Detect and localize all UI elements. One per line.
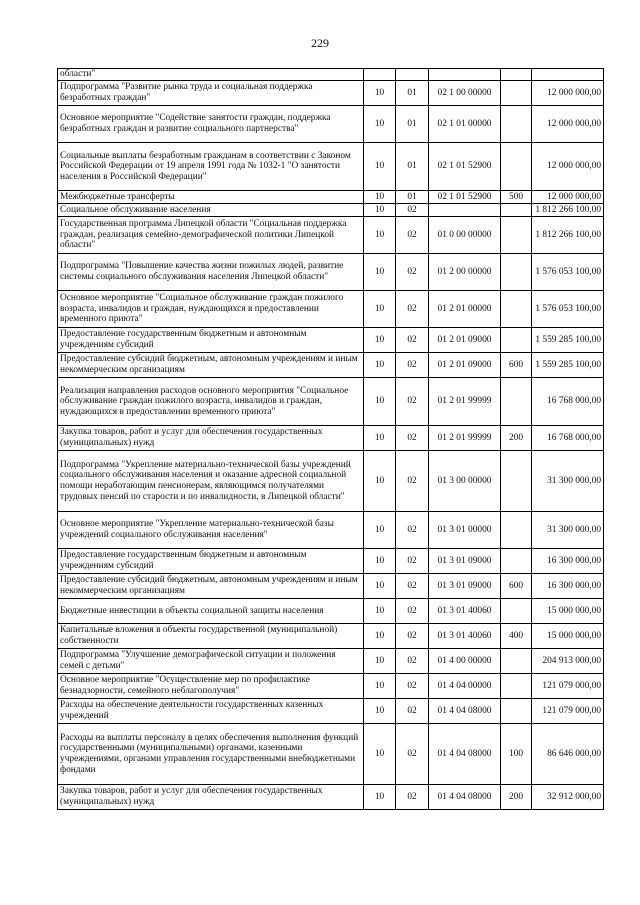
target-article-cell xyxy=(429,69,501,81)
subsection-code-cell: 02 xyxy=(396,451,429,512)
target-article-cell: 01 3 01 09000 xyxy=(429,574,501,599)
expense-type-cell xyxy=(501,674,532,699)
amount-cell: 121 079 000,00 xyxy=(532,674,604,699)
expense-type-cell xyxy=(501,512,532,549)
subsection-code-cell: 02 xyxy=(396,328,429,353)
target-article-cell: 01 2 01 00000 xyxy=(429,291,501,328)
subsection-code-cell: 01 xyxy=(396,81,429,106)
section-code-cell: 10 xyxy=(364,106,396,143)
target-article-cell: 01 2 01 09000 xyxy=(429,328,501,353)
target-article-cell: 01 3 01 40060 xyxy=(429,624,501,649)
table-row xyxy=(58,69,604,81)
page-number: 229 xyxy=(311,36,329,50)
subsection-code-cell: 02 xyxy=(396,353,429,378)
row-name-cell: Закупка товаров, работ и услуг для обеспечения государственных (муниципальных) нужд xyxy=(58,785,364,810)
expense-type-cell xyxy=(501,204,532,217)
row-name-cell: Расходы на обеспечение деятельности государственных казенных учреждений xyxy=(58,699,364,724)
amount-cell: 15 000 000,00 xyxy=(532,599,604,624)
expense-type-cell xyxy=(501,217,532,254)
row-name-cell: Закупка товаров, работ и услуг для обеспечения государственных (муниципальных) нужд xyxy=(58,426,364,451)
subsection-code-cell: 02 xyxy=(396,699,429,724)
target-article-cell: 01 4 00 00000 xyxy=(429,649,501,674)
section-code-cell: 10 xyxy=(364,191,396,204)
target-article-cell: 01 2 01 99999 xyxy=(429,378,501,426)
amount-cell: 121 079 000,00 xyxy=(532,699,604,724)
section-code-cell: 10 xyxy=(364,426,396,451)
expense-type-cell xyxy=(501,254,532,291)
table-row xyxy=(58,512,604,549)
row-name-cell: Основное мероприятие "Укрепление материально-технической базы учреждений социального обслуживания населения" xyxy=(58,512,364,549)
budget-table xyxy=(57,68,604,810)
budget-table-body xyxy=(58,69,604,810)
row-name-cell: Подпрограмма "Укрепление материально-технической базы учреждений социального обслуживания населения и оказание адресной социальной помощи неработающим пенсионерам, являющимся получателями трудовых пенсий по старости и по инвалидности, в Липецкой области" xyxy=(58,451,364,512)
expense-type-cell xyxy=(501,378,532,426)
subsection-code-cell: 02 xyxy=(396,254,429,291)
amount-cell xyxy=(532,69,604,81)
subsection-code-cell: 02 xyxy=(396,599,429,624)
target-article-cell: 01 3 01 40060 xyxy=(429,599,501,624)
subsection-code-cell: 02 xyxy=(396,426,429,451)
table-row xyxy=(58,724,604,785)
target-article-cell xyxy=(429,204,501,217)
subsection-code-cell: 02 xyxy=(396,378,429,426)
section-code-cell xyxy=(364,69,396,81)
table-row xyxy=(58,574,604,599)
subsection-code-cell: 02 xyxy=(396,724,429,785)
section-code-cell: 10 xyxy=(364,143,396,191)
amount-cell: 86 646 000,00 xyxy=(532,724,604,785)
table-row xyxy=(58,191,604,204)
row-name-cell: Капитальные вложения в объекты государственной (муниципальной) собственности xyxy=(58,624,364,649)
table-row xyxy=(58,204,604,217)
amount-cell: 1 812 266 100,00 xyxy=(532,217,604,254)
target-article-cell: 02 1 01 00000 xyxy=(429,106,501,143)
section-code-cell: 10 xyxy=(364,328,396,353)
expense-type-cell xyxy=(501,549,532,574)
target-article-cell: 01 2 01 09000 xyxy=(429,353,501,378)
section-code-cell: 10 xyxy=(364,254,396,291)
amount-cell: 12 000 000,00 xyxy=(532,106,604,143)
table-row xyxy=(58,426,604,451)
amount-cell: 12 000 000,00 xyxy=(532,143,604,191)
subsection-code-cell: 02 xyxy=(396,512,429,549)
section-code-cell: 10 xyxy=(364,378,396,426)
table-row xyxy=(58,549,604,574)
row-name-cell: Реализация направления расходов основного мероприятия "Социальное обслуживание граждан пожилого возраста, инвалидов и граждан, нуждающихся в предоставлении временного приюта" xyxy=(58,378,364,426)
row-name-cell: Социальные выплаты безработным гражданам в соответствии с Законом Российской Федерации от 19 апреля 1991 года № 1032-1 "О занятости населения в Российской Федерации" xyxy=(58,143,364,191)
table-row xyxy=(58,649,604,674)
table-row xyxy=(58,254,604,291)
subsection-code-cell: 02 xyxy=(396,624,429,649)
section-code-cell: 10 xyxy=(364,649,396,674)
expense-type-cell: 200 xyxy=(501,426,532,451)
subsection-code-cell: 01 xyxy=(396,191,429,204)
section-code-cell: 10 xyxy=(364,549,396,574)
subsection-code-cell: 02 xyxy=(396,674,429,699)
target-article-cell: 01 2 01 99999 xyxy=(429,426,501,451)
row-name-cell: Социальное обслуживание населения xyxy=(58,204,364,217)
row-name-cell: Бюджетные инвестиции в объекты социальной защиты населения xyxy=(58,599,364,624)
subsection-code-cell: 02 xyxy=(396,204,429,217)
amount-cell: 1 576 053 100,00 xyxy=(532,291,604,328)
expense-type-cell xyxy=(501,599,532,624)
expense-type-cell: 600 xyxy=(501,574,532,599)
expense-type-cell xyxy=(501,106,532,143)
target-article-cell: 01 4 04 08000 xyxy=(429,785,501,810)
amount-cell: 1 576 053 100,00 xyxy=(532,254,604,291)
section-code-cell: 10 xyxy=(364,674,396,699)
section-code-cell: 10 xyxy=(364,574,396,599)
amount-cell: 16 300 000,00 xyxy=(532,549,604,574)
amount-cell: 12 000 000,00 xyxy=(532,191,604,204)
expense-type-cell: 500 xyxy=(501,191,532,204)
table-row xyxy=(58,143,604,191)
expense-type-cell xyxy=(501,81,532,106)
section-code-cell: 10 xyxy=(364,785,396,810)
row-name-cell: Расходы на выплаты персоналу в целях обеспечения выполнения функций государственными (муниципальными) органами, казенными учреждениями, органами управления государственными внебюджетными фондами xyxy=(58,724,364,785)
expense-type-cell: 100 xyxy=(501,724,532,785)
row-name-cell: Основное мероприятие "Социальное обслуживание граждан пожилого возраста, инвалидов и граждан, нуждающихся в предоставлении временного приюта" xyxy=(58,291,364,328)
amount-cell: 31 300 000,00 xyxy=(532,451,604,512)
amount-cell: 16 300 000,00 xyxy=(532,574,604,599)
table-row xyxy=(58,378,604,426)
table-row xyxy=(58,217,604,254)
section-code-cell: 10 xyxy=(364,512,396,549)
subsection-code-cell: 02 xyxy=(396,649,429,674)
table-row xyxy=(58,674,604,699)
table-row xyxy=(58,328,604,353)
subsection-code-cell: 02 xyxy=(396,785,429,810)
table-row xyxy=(58,81,604,106)
amount-cell: 1 559 285 100,00 xyxy=(532,353,604,378)
amount-cell: 16 768 000,00 xyxy=(532,426,604,451)
table-row xyxy=(58,599,604,624)
row-name-cell: Предоставление государственным бюджетным и автономным учреждениям субсидий xyxy=(58,328,364,353)
target-article-cell: 01 4 04 08000 xyxy=(429,699,501,724)
expense-type-cell xyxy=(501,451,532,512)
expense-type-cell xyxy=(501,328,532,353)
expense-type-cell: 200 xyxy=(501,785,532,810)
row-name-cell: Подпрограмма "Улучшение демографической ситуации и положения семей с детьми" xyxy=(58,649,364,674)
section-code-cell: 10 xyxy=(364,724,396,785)
expense-type-cell: 600 xyxy=(501,353,532,378)
amount-cell: 31 300 000,00 xyxy=(532,512,604,549)
expense-type-cell xyxy=(501,69,532,81)
target-article-cell: 01 4 04 08000 xyxy=(429,724,501,785)
subsection-code-cell: 02 xyxy=(396,291,429,328)
amount-cell: 16 768 000,00 xyxy=(532,378,604,426)
table-row xyxy=(58,451,604,512)
target-article-cell: 01 2 00 00000 xyxy=(429,254,501,291)
row-name-cell: Основное мероприятие "Осуществление мер по профилактике безнадзорности, семейного неблагополучия" xyxy=(58,674,364,699)
section-code-cell: 10 xyxy=(364,81,396,106)
section-code-cell: 10 xyxy=(364,451,396,512)
target-article-cell: 01 3 01 00000 xyxy=(429,512,501,549)
row-name-cell: Предоставление государственным бюджетным и автономным учреждениям субсидий xyxy=(58,549,364,574)
target-article-cell: 02 1 01 52900 xyxy=(429,191,501,204)
expense-type-cell xyxy=(501,699,532,724)
target-article-cell: 01 4 04 00000 xyxy=(429,674,501,699)
subsection-code-cell xyxy=(396,69,429,81)
section-code-cell: 10 xyxy=(364,291,396,328)
table-row xyxy=(58,353,604,378)
section-code-cell: 10 xyxy=(364,204,396,217)
row-name-cell: области" xyxy=(58,69,364,81)
amount-cell: 12 000 000,00 xyxy=(532,81,604,106)
target-article-cell: 01 3 00 00000 xyxy=(429,451,501,512)
amount-cell: 1 812 266 100,00 xyxy=(532,204,604,217)
table-row xyxy=(58,106,604,143)
target-article-cell: 01 3 01 09000 xyxy=(429,549,501,574)
target-article-cell: 02 1 00 00000 xyxy=(429,81,501,106)
amount-cell: 32 912 000,00 xyxy=(532,785,604,810)
section-code-cell: 10 xyxy=(364,699,396,724)
row-name-cell: Основное мероприятие "Содействие занятости граждан, поддержка безработных граждан и развитие социального партнерства" xyxy=(58,106,364,143)
row-name-cell: Подпрограмма "Развитие рынка труда и социальная поддержка безработных граждан" xyxy=(58,81,364,106)
expense-type-cell xyxy=(501,143,532,191)
table-row xyxy=(58,291,604,328)
row-name-cell: Предоставление субсидий бюджетным, автономным учреждениям и иным некоммерческим организациям xyxy=(58,574,364,599)
row-name-cell: Межбюджетные трансферты xyxy=(58,191,364,204)
expense-type-cell: 400 xyxy=(501,624,532,649)
target-article-cell: 02 1 01 52900 xyxy=(429,143,501,191)
amount-cell: 1 559 285 100,00 xyxy=(532,328,604,353)
table-row xyxy=(58,699,604,724)
amount-cell: 204 913 000,00 xyxy=(532,649,604,674)
section-code-cell: 10 xyxy=(364,624,396,649)
amount-cell: 15 000 000,00 xyxy=(532,624,604,649)
row-name-cell: Государственная программа Липецкой области "Социальная поддержка граждан, реализация семейно-демографической политики Липецкой области" xyxy=(58,217,364,254)
target-article-cell: 01 0 00 00000 xyxy=(429,217,501,254)
expense-type-cell xyxy=(501,291,532,328)
table-row xyxy=(58,785,604,810)
subsection-code-cell: 01 xyxy=(396,143,429,191)
subsection-code-cell: 01 xyxy=(396,106,429,143)
row-name-cell: Предоставление субсидий бюджетным, автономным учреждениям и иным некоммерческим организациям xyxy=(58,353,364,378)
subsection-code-cell: 02 xyxy=(396,217,429,254)
table-row xyxy=(58,624,604,649)
subsection-code-cell: 02 xyxy=(396,549,429,574)
subsection-code-cell: 02 xyxy=(396,574,429,599)
section-code-cell: 10 xyxy=(364,353,396,378)
section-code-cell: 10 xyxy=(364,599,396,624)
expense-type-cell xyxy=(501,649,532,674)
row-name-cell: Подпрограмма "Повышение качества жизни пожилых людей, развитие системы социального обслуживания населения Липецкой области" xyxy=(58,254,364,291)
section-code-cell: 10 xyxy=(364,217,396,254)
